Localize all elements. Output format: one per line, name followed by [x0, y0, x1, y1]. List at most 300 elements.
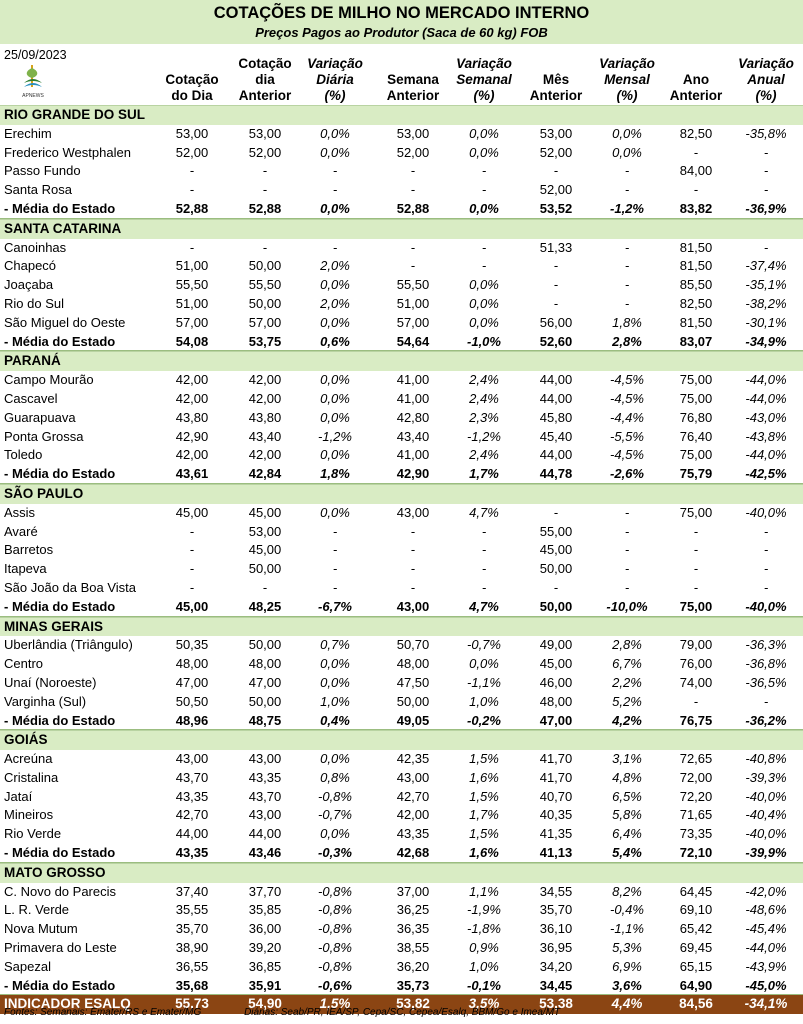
- row-label: - Média do Estado: [4, 200, 116, 216]
- table-cell: 46,00: [539, 674, 573, 690]
- row-label: Rio do Sul: [4, 295, 64, 311]
- table-cell: -: [410, 523, 416, 539]
- table-cell: 48,75: [248, 712, 282, 728]
- state-name: GOIÁS: [4, 732, 48, 748]
- table-cell: 0,0%: [612, 144, 642, 160]
- table-cell: 1,1%: [469, 883, 499, 899]
- table-cell: 55,73: [175, 996, 209, 1012]
- table-cell: 1,7%: [469, 466, 499, 482]
- table-cell: -45,4%: [745, 921, 787, 937]
- table-cell: 34,20: [539, 958, 573, 974]
- row-label: Rio Verde: [4, 826, 62, 842]
- table-cell: 48,00: [396, 656, 430, 672]
- table-cell: 4,7%: [469, 504, 499, 520]
- table-cell: 53,00: [248, 523, 282, 539]
- row-label: Unaí (Noroeste): [4, 674, 97, 690]
- column-header: Variação Mensal (%): [599, 56, 655, 103]
- row-label: São João da Boa Vista: [4, 579, 137, 595]
- table-cell: 42,00: [175, 390, 209, 406]
- table-cell: 44,00: [175, 826, 209, 842]
- table-cell: 51,33: [539, 239, 573, 255]
- table-cell: -: [332, 523, 338, 539]
- table-cell: -2,6%: [610, 466, 644, 482]
- table-cell: 6,4%: [612, 826, 642, 842]
- table-cell: 52,00: [539, 182, 573, 198]
- table-cell: 41,70: [539, 769, 573, 785]
- table-row: [0, 693, 803, 712]
- column-header: Ano Anterior: [669, 72, 723, 103]
- table-cell: 42,00: [248, 372, 282, 388]
- table-cell: 35,55: [175, 902, 209, 918]
- state-average-row: [0, 200, 803, 219]
- table-cell: 37,40: [175, 883, 209, 899]
- table-cell: 44,00: [539, 372, 573, 388]
- table-cell: -0,3%: [318, 845, 352, 861]
- table-cell: -: [553, 163, 559, 179]
- state-header: [0, 484, 803, 504]
- table-row: [0, 579, 803, 598]
- table-cell: 0,0%: [320, 826, 350, 842]
- table-cell: -: [763, 239, 769, 255]
- table-cell: -: [763, 561, 769, 577]
- table-cell: 42,70: [175, 807, 209, 823]
- table-cell: -: [262, 579, 268, 595]
- table-cell: 1,8%: [612, 314, 642, 330]
- table-cell: 43,35: [175, 845, 209, 861]
- table-cell: 42,35: [396, 751, 430, 767]
- table-cell: 2,8%: [612, 333, 642, 349]
- table-cell: -: [332, 579, 338, 595]
- table-cell: -: [262, 182, 268, 198]
- table-cell: 71,65: [679, 807, 713, 823]
- state-average-row: [0, 977, 803, 996]
- table-cell: 52,60: [539, 333, 573, 349]
- table-cell: 2,8%: [612, 637, 642, 653]
- table-cell: -1,2%: [610, 200, 644, 216]
- table-row: [0, 523, 803, 542]
- row-label: Varginha (Sul): [4, 693, 87, 709]
- table-row: [0, 750, 803, 769]
- table-cell: -: [481, 579, 487, 595]
- table-cell: 43,40: [248, 428, 282, 444]
- table-cell: 48,00: [539, 693, 573, 709]
- logo-text: APNEWS: [22, 93, 44, 99]
- table-cell: 0,7%: [320, 637, 350, 653]
- table-cell: -44,0%: [745, 372, 787, 388]
- report-date: 25/09/2023: [4, 48, 67, 62]
- table-cell: -42,0%: [745, 883, 787, 899]
- table-cell: -43,9%: [745, 958, 787, 974]
- table-cell: 53,00: [175, 125, 209, 141]
- table-cell: -43,8%: [745, 428, 787, 444]
- table-cell: -4,5%: [610, 390, 644, 406]
- table-cell: 75,00: [679, 504, 713, 520]
- table-cell: -: [410, 579, 416, 595]
- table-cell: -: [624, 239, 630, 255]
- table-cell: -: [763, 579, 769, 595]
- table-cell: -0,8%: [318, 883, 352, 899]
- table-cell: 0,0%: [320, 751, 350, 767]
- table-cell: -38,2%: [745, 295, 787, 311]
- table-cell: -: [410, 163, 416, 179]
- table-cell: 50,00: [539, 598, 573, 614]
- table-cell: 36,25: [396, 902, 430, 918]
- table-cell: 43,00: [396, 769, 430, 785]
- table-cell: 45,00: [248, 542, 282, 558]
- table-cell: 5,8%: [612, 807, 642, 823]
- table-cell: -: [189, 542, 195, 558]
- table-cell: 0,4%: [320, 712, 350, 728]
- table-cell: 50,70: [396, 637, 430, 653]
- row-label: C. Novo do Parecis: [4, 883, 116, 899]
- table-cell: -: [693, 182, 699, 198]
- table-cell: 3,6%: [612, 977, 642, 993]
- table-cell: 43,35: [396, 826, 430, 842]
- row-label: Joaçaba: [4, 277, 54, 293]
- table-cell: 45,00: [175, 504, 209, 520]
- table-cell: 0,0%: [320, 656, 350, 672]
- table-cell: -: [693, 144, 699, 160]
- table-cell: 43,80: [175, 409, 209, 425]
- table-cell: -0,6%: [318, 977, 352, 993]
- page-title: COTAÇÕES DE MILHO NO MERCADO INTERNO: [213, 4, 590, 22]
- table-cell: 50,00: [248, 258, 282, 274]
- table-cell: -: [481, 182, 487, 198]
- table-cell: 34,55: [539, 883, 573, 899]
- table-cell: 50,00: [248, 637, 282, 653]
- table-cell: 0,0%: [320, 372, 350, 388]
- table-cell: 39,20: [248, 940, 282, 956]
- table-cell: 6,9%: [612, 958, 642, 974]
- row-label: São Miguel do Oeste: [4, 314, 126, 330]
- table-cell: 45,00: [248, 504, 282, 520]
- table-row: [0, 958, 803, 977]
- table-cell: 35,73: [396, 977, 430, 993]
- table-cell: 0,6%: [320, 333, 350, 349]
- table-cell: 34,45: [539, 977, 573, 993]
- table-cell: -42,5%: [745, 466, 787, 482]
- state-name: SÃO PAULO: [4, 485, 84, 501]
- table-cell: 1,6%: [469, 845, 499, 861]
- table-cell: -: [553, 258, 559, 274]
- row-label: Assis: [4, 504, 36, 520]
- table-cell: -0,1%: [467, 977, 501, 993]
- table-cell: -: [262, 163, 268, 179]
- column-header: Variação Diária (%): [307, 56, 363, 103]
- table-cell: -: [624, 277, 630, 293]
- table-cell: -: [481, 258, 487, 274]
- table-row: [0, 560, 803, 579]
- state-header: [0, 219, 803, 239]
- table-cell: 64,90: [679, 977, 713, 993]
- table-row: [0, 276, 803, 295]
- table-cell: 43,61: [175, 466, 209, 482]
- table-cell: 38,55: [396, 940, 430, 956]
- table-cell: 57,00: [396, 314, 430, 330]
- table-cell: 6,7%: [612, 656, 642, 672]
- table-cell: 52,00: [539, 144, 573, 160]
- table-cell: -5,5%: [610, 428, 644, 444]
- table-cell: 2,4%: [469, 447, 499, 463]
- row-label: Acreúna: [4, 751, 53, 767]
- footer-weekly-sources: Fontes: Semanais: Emater/RS e Emater/MG: [4, 1007, 202, 1018]
- column-header: Variação Semanal (%): [456, 56, 512, 103]
- table-cell: 42,70: [396, 788, 430, 804]
- table-cell: 4,2%: [612, 712, 642, 728]
- table-cell: 8,2%: [612, 883, 642, 899]
- table-cell: 37,70: [248, 883, 282, 899]
- table-cell: 0,8%: [320, 769, 350, 785]
- table-cell: 35,85: [248, 902, 282, 918]
- column-header: Variação Anual (%): [738, 56, 794, 103]
- table-cell: -: [332, 542, 338, 558]
- table-cell: 36,10: [539, 921, 573, 937]
- table-cell: -34,9%: [745, 333, 787, 349]
- table-cell: 2,2%: [612, 674, 642, 690]
- table-cell: 0,0%: [320, 504, 350, 520]
- state-average-row: [0, 598, 803, 617]
- table-cell: 64,45: [679, 883, 713, 899]
- table-row: [0, 825, 803, 844]
- table-cell: 43,80: [248, 409, 282, 425]
- table-cell: 73,35: [679, 826, 713, 842]
- table-cell: 55,50: [396, 277, 430, 293]
- table-cell: 43,00: [248, 751, 282, 767]
- table-cell: -: [693, 542, 699, 558]
- table-cell: -30,1%: [745, 314, 787, 330]
- table-cell: 35,68: [175, 977, 209, 993]
- table-cell: 1,5%: [469, 788, 499, 804]
- table-row: [0, 125, 803, 144]
- state-name: MATO GROSSO: [4, 864, 106, 880]
- table-cell: 1,5%: [319, 996, 351, 1012]
- row-label: Primavera do Leste: [4, 940, 117, 956]
- row-label: - Média do Estado: [4, 712, 116, 728]
- table-cell: 48,96: [175, 712, 209, 728]
- table-cell: 72,65: [679, 751, 713, 767]
- table-cell: 44,00: [539, 447, 573, 463]
- table-cell: 42,00: [248, 390, 282, 406]
- table-cell: 74,00: [679, 674, 713, 690]
- table-cell: 42,90: [175, 428, 209, 444]
- table-cell: 36,55: [175, 958, 209, 974]
- state-header: [0, 730, 803, 750]
- page-subtitle: Preços Pagos ao Produtor (Saca de 60 kg) FOB: [255, 25, 548, 40]
- table-cell: 82,50: [679, 125, 713, 141]
- table-cell: 48,00: [175, 656, 209, 672]
- table-cell: 65,15: [679, 958, 713, 974]
- table-cell: 75,00: [679, 598, 713, 614]
- table-cell: 48,25: [248, 598, 282, 614]
- table-cell: 41,00: [396, 372, 430, 388]
- table-cell: -4,4%: [610, 409, 644, 425]
- table-cell: -6,7%: [318, 598, 352, 614]
- table-cell: 43,46: [248, 845, 282, 861]
- table-cell: -: [410, 258, 416, 274]
- table-cell: -: [332, 182, 338, 198]
- table-cell: 42,00: [396, 807, 430, 823]
- table-cell: 57,00: [248, 314, 282, 330]
- table-cell: 42,90: [396, 466, 430, 482]
- table-cell: -: [553, 504, 559, 520]
- table-cell: -: [693, 579, 699, 595]
- footer-daily-sources: Diárias: Seab/PR, IEA/SP, Cepa/SC, Cepea/Esalq, BBM/Go e Imea/MT: [244, 1007, 561, 1018]
- table-cell: 55,50: [248, 277, 282, 293]
- table-cell: -1,9%: [467, 902, 501, 918]
- table-cell: -1,1%: [467, 674, 501, 690]
- table-cell: 4,4%: [611, 996, 643, 1012]
- table-cell: -: [624, 258, 630, 274]
- table-cell: 43,35: [175, 788, 209, 804]
- table-cell: 85,50: [679, 277, 713, 293]
- table-cell: 42,00: [248, 447, 282, 463]
- table-cell: -: [553, 277, 559, 293]
- table-cell: 51,00: [175, 295, 209, 311]
- table-cell: -34,1%: [744, 996, 788, 1012]
- table-cell: 81,50: [679, 258, 713, 274]
- table-cell: 53,82: [396, 996, 430, 1012]
- table-cell: 76,80: [679, 409, 713, 425]
- table-cell: 52,88: [396, 200, 430, 216]
- table-cell: 2,4%: [469, 390, 499, 406]
- table-cell: -39,9%: [745, 845, 787, 861]
- table-cell: -0,7%: [467, 637, 501, 653]
- table-cell: 38,90: [175, 940, 209, 956]
- row-label: Guarapuava: [4, 409, 76, 425]
- table-cell: -: [763, 182, 769, 198]
- table-cell: 41,35: [539, 826, 573, 842]
- table-cell: 79,00: [679, 637, 713, 653]
- table-cell: 76,00: [679, 656, 713, 672]
- table-cell: 0,0%: [469, 125, 499, 141]
- table-cell: -: [624, 579, 630, 595]
- table-cell: 0,0%: [320, 390, 350, 406]
- table-cell: -43,0%: [745, 409, 787, 425]
- table-row: [0, 409, 803, 428]
- table-row: [0, 390, 803, 409]
- table-row: [0, 883, 803, 902]
- table-cell: 36,00: [248, 921, 282, 937]
- table-cell: 1,0%: [469, 693, 499, 709]
- table-cell: 50,00: [248, 561, 282, 577]
- table-cell: 82,50: [679, 295, 713, 311]
- table-cell: -: [763, 693, 769, 709]
- table-cell: 36,95: [539, 940, 573, 956]
- row-label: Sapezal: [4, 958, 51, 974]
- table-cell: -36,9%: [745, 200, 787, 216]
- column-header: Cotação do Dia: [165, 72, 219, 103]
- table-cell: -0,4%: [610, 902, 644, 918]
- table-cell: 0,0%: [320, 200, 350, 216]
- row-label: L. R. Verde: [4, 902, 70, 918]
- table-cell: 50,50: [175, 693, 209, 709]
- table-cell: 75,79: [679, 466, 713, 482]
- column-header: Semana Anterior: [386, 72, 440, 103]
- table-cell: -: [189, 579, 195, 595]
- table-cell: 0,0%: [469, 144, 499, 160]
- table-cell: -1,8%: [467, 921, 501, 937]
- table-cell: 1,0%: [320, 693, 350, 709]
- table-cell: 43,70: [248, 788, 282, 804]
- footer-sources: [4, 1007, 600, 1018]
- table-cell: -36,3%: [745, 637, 787, 653]
- table-cell: -45,0%: [745, 977, 787, 993]
- table-cell: 41,70: [539, 751, 573, 767]
- state-average-row: [0, 844, 803, 863]
- table-cell: -: [763, 163, 769, 179]
- table-cell: -: [624, 523, 630, 539]
- table-cell: -40,8%: [745, 751, 787, 767]
- table-cell: -0,8%: [318, 921, 352, 937]
- state-average-row: [0, 712, 803, 731]
- table-cell: 52,00: [175, 144, 209, 160]
- table-cell: 56,00: [539, 314, 573, 330]
- table-cell: 1,7%: [469, 807, 499, 823]
- table-cell: -: [763, 542, 769, 558]
- table-cell: 4,7%: [469, 598, 499, 614]
- table-cell: 5,2%: [612, 693, 642, 709]
- table-cell: 2,0%: [320, 295, 350, 311]
- row-label: Barretos: [4, 542, 54, 558]
- table-cell: -: [332, 561, 338, 577]
- table-cell: -35,8%: [745, 125, 787, 141]
- row-label: - Média do Estado: [4, 466, 116, 482]
- row-label: Santa Rosa: [4, 182, 72, 198]
- table-cell: -40,0%: [745, 826, 787, 842]
- table-cell: 0,0%: [469, 656, 499, 672]
- table-cell: -35,1%: [745, 277, 787, 293]
- table-cell: -: [481, 163, 487, 179]
- table-cell: -: [763, 523, 769, 539]
- table-cell: 1,5%: [469, 826, 499, 842]
- table-cell: 50,00: [396, 693, 430, 709]
- table-cell: 0,0%: [320, 314, 350, 330]
- table-cell: -: [189, 561, 195, 577]
- table-row: [0, 636, 803, 655]
- table-cell: -1,0%: [467, 333, 501, 349]
- row-label: - Média do Estado: [4, 845, 116, 861]
- table-cell: -4,5%: [610, 372, 644, 388]
- state-name: SANTA CATARINA: [4, 220, 122, 236]
- table-cell: 81,50: [679, 314, 713, 330]
- row-label: - Média do Estado: [4, 977, 116, 993]
- table-cell: 51,00: [175, 258, 209, 274]
- row-label: Erechim: [4, 125, 52, 141]
- row-label: Frederico Westphalen: [4, 144, 131, 160]
- table-cell: 36,35: [396, 921, 430, 937]
- table-cell: -: [624, 561, 630, 577]
- row-label: INDICADOR ESALQ: [4, 996, 131, 1012]
- table-row: [0, 428, 803, 447]
- table-cell: 43,00: [396, 504, 430, 520]
- table-cell: 76,75: [679, 712, 713, 728]
- table-cell: 5,4%: [612, 845, 642, 861]
- state-name: RIO GRANDE DO SUL: [4, 107, 146, 122]
- table-cell: -40,0%: [745, 504, 787, 520]
- table-cell: -: [481, 542, 487, 558]
- table-row: [0, 769, 803, 788]
- table-cell: 43,70: [175, 769, 209, 785]
- table-cell: -36,5%: [745, 674, 787, 690]
- table-cell: 50,35: [175, 637, 209, 653]
- table-cell: 54,08: [175, 333, 209, 349]
- table-cell: 43,00: [175, 751, 209, 767]
- row-label: - Média do Estado: [4, 333, 116, 349]
- table-cell: -: [189, 239, 195, 255]
- table-cell: -: [624, 182, 630, 198]
- table-cell: 72,20: [679, 788, 713, 804]
- table-cell: 3,5%: [468, 996, 500, 1012]
